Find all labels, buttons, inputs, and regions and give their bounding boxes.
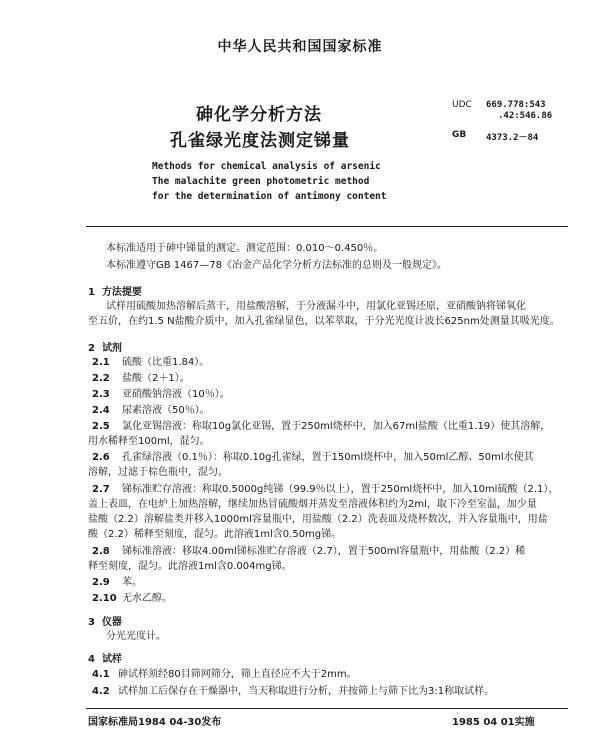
section-3-number: 3 (88, 617, 95, 628)
item-text: 亚硝酸钠溶液（10％）。 (122, 389, 230, 400)
item-text: 无水乙醇。 (122, 593, 172, 604)
item-number: 2.2 (92, 373, 110, 384)
item-number: 2.8 (92, 546, 110, 557)
item-text: 尿素溶液（50％）。 (122, 405, 210, 416)
reagent-2-7 (92, 483, 558, 496)
udc-label: UDC (452, 100, 472, 110)
reagent-2-7-line-2: 盖上表皿，在电炉上加热溶解，继续加热冒硫酸烟并蒸发至溶液体积约为2ml，取下冷至室温，加少量 (88, 499, 537, 510)
english-title-line-1: Methods for chemical analysis of arsenic (152, 161, 381, 172)
section-1-text-line-1: 试样用硫酸加热溶解后蒸干，用盐酸溶解，于分液漏斗中，用氯化亚锡还原，亚硝酸钠将锑氧化 (106, 301, 526, 312)
reagent-2-2 (92, 372, 190, 385)
section-3-title: 仪器 (101, 617, 122, 628)
section-2-heading (88, 339, 122, 354)
reagent-2-9 (92, 576, 142, 589)
udc-code-line-1: 669.778:543 (486, 100, 546, 110)
item-text: 硫酸（比重1.84）。 (122, 357, 210, 368)
item-text: 苯。 (122, 577, 142, 588)
section-1-title: 方法提要 (101, 287, 142, 298)
english-title-line-2: The malachite green photometric method (152, 176, 370, 187)
reagent-2-1 (92, 356, 209, 369)
item-number: 2.7 (92, 484, 110, 495)
section-4-title: 试样 (101, 654, 122, 665)
intro-scope: 本标准适用于砷中锑量的测定。测定范围：0.010～0.450％。 (106, 243, 384, 254)
reagent-2-6 (92, 451, 534, 464)
item-text: 氯化亚锡溶液：称取10g氯化亚锡，置于250ml烧杯中，加入67ml盐酸（比重1.19）使其溶解， (122, 421, 551, 432)
item-number: 4.1 (92, 669, 110, 680)
reagent-2-7-line-3: 盐酸（2.2）溶解盐类并移入1000ml容量瓶中，用盐酸（2.2）洗表皿及烧杯数次，并入容量瓶中，用盐 (88, 514, 548, 525)
reagent-2-8-line-2: 释至刻度，混匀。此溶液1ml含0.004mg锑。 (88, 561, 292, 572)
intro-compliance: 本标准遵守GB 1467—78《冶金产品化学分析方法标准的总则及一般规定》。 (106, 260, 447, 271)
reagent-2-3 (92, 388, 230, 401)
section-3-heading (88, 613, 122, 628)
english-title-line-3: for the determination of antimony content (152, 191, 387, 202)
section-3-text: 分光光度计。 (106, 631, 166, 642)
item-text: 砷试样须经80目筛网筛分，筛上直径应不大于2mm。 (118, 669, 357, 680)
section-1-number: 1 (88, 287, 95, 298)
item-text: 孔雀绿溶液（0.1％）：称取0.10g孔雀绿，置于150ml烧杯中，加入50ml乙醇、50ml水使其 (122, 452, 534, 463)
item-number: 2.6 (92, 452, 110, 463)
top-divider (86, 226, 568, 227)
gb-number: 4373.2－84 (486, 133, 539, 143)
title-line-2: 孔雀绿光度法测定锑量 (170, 131, 350, 151)
item-number: 2.5 (92, 421, 110, 432)
sample-4-2 (92, 685, 494, 698)
section-2-title: 试剂 (101, 343, 122, 354)
sample-4-1 (92, 668, 357, 681)
udc-code-line-2: .42:546.86 (498, 111, 553, 121)
reagent-2-6-line-2: 溶解，过滤于棕色瓶中，混匀。 (88, 467, 228, 478)
gb-label: GB (452, 130, 467, 140)
reagent-2-4 (92, 404, 210, 417)
item-text: 试样加工后保存在干燥器中，当天称取进行分析，并按筛上与筛下比为3:1称取试样。 (118, 686, 495, 697)
item-text: 锑标准溶液：移取4.00ml锑标准贮存溶液（2.7），置于500ml容量瓶中，用盐酸（2.2）稀 (122, 546, 526, 557)
item-number: 2.9 (92, 577, 110, 588)
reagent-2-7-line-4: 酸（2.2）稀释至刻度，混匀。此溶液1ml含0.50mg锑。 (88, 529, 342, 540)
effective-date: 1985 04 01实施 (452, 717, 535, 728)
item-number: 2.10 (92, 593, 117, 604)
item-number: 2.4 (92, 405, 110, 416)
item-number: 2.3 (92, 389, 110, 400)
standard-name: 中华人民共和国国家标准 (217, 39, 383, 55)
reagent-2-5 (92, 420, 550, 433)
reagent-2-10 (92, 592, 172, 605)
issued-date: 国家标准局1984 04-30发布 (88, 717, 222, 728)
section-4-heading (88, 650, 122, 665)
reagent-2-5-line-2: 用水稀释至100ml，混匀。 (88, 436, 210, 447)
section-2-number: 2 (88, 343, 95, 354)
item-number: 4.2 (92, 686, 110, 697)
section-1-text-line-2: 至五价，在约1.5 N盐酸介质中，加入孔雀绿显色，以苯萃取，于分光光度计波长625nm处测量其吸光度。 (88, 316, 560, 327)
item-text: 锑标准贮存溶液：称取0.5000g纯锑（99.9％以上），置于250ml烧杯中，加入10ml硫酸（2.1）， (122, 484, 559, 495)
bottom-divider (86, 708, 568, 709)
item-text: 盐酸（2＋1）。 (122, 373, 190, 384)
section-1-heading (88, 283, 142, 298)
reagent-2-8 (92, 545, 525, 558)
section-4-number: 4 (88, 654, 95, 665)
title-line-1: 砷化学分析方法 (196, 105, 322, 125)
item-number: 2.1 (92, 357, 110, 368)
